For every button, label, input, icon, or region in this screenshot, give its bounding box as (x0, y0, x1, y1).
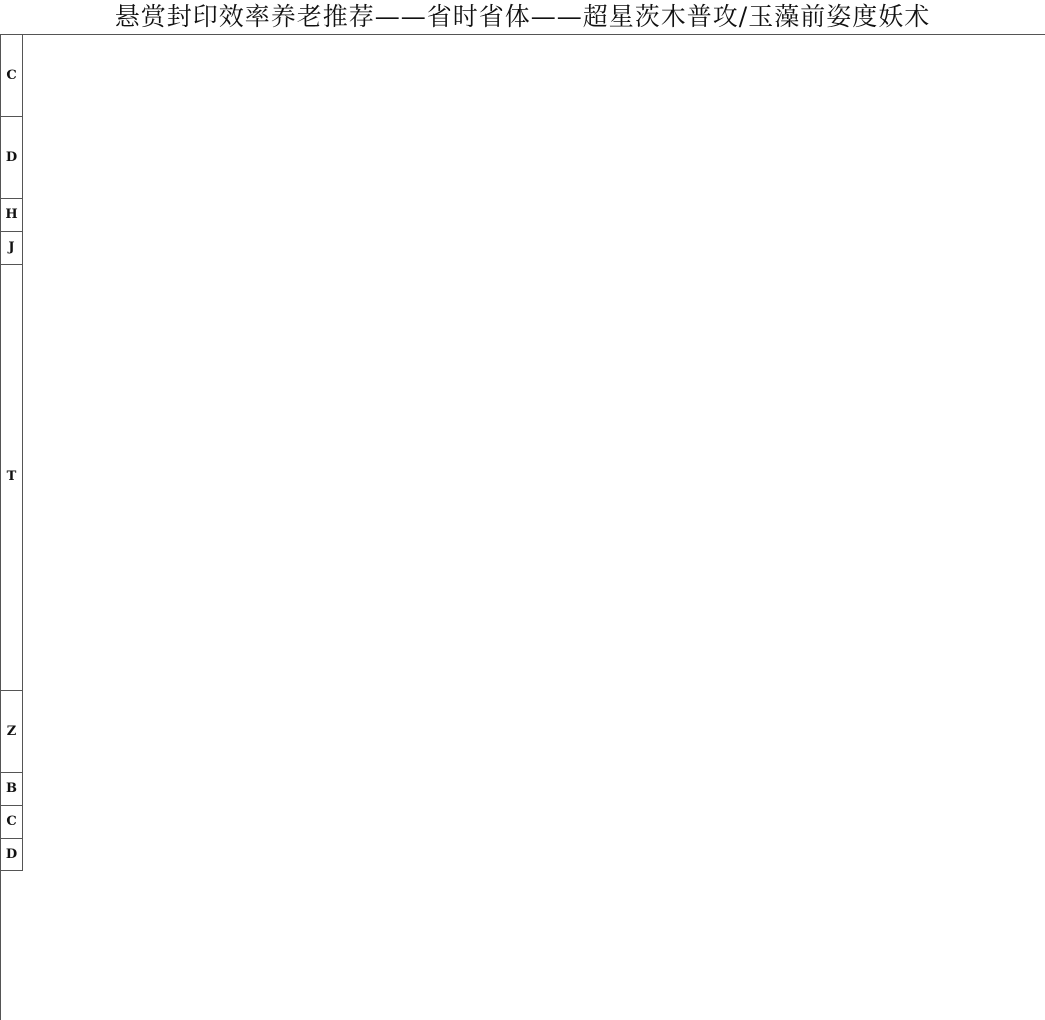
index-letter (1, 199, 23, 232)
index-letter-text: J (8, 239, 15, 255)
bounty-seal-table (0, 34, 1045, 1020)
index-letter-text: D (5, 149, 18, 165)
index-letter-text: T (6, 469, 17, 485)
index-letter-text: C (6, 67, 17, 83)
page-title: 悬赏封印效率养老推荐——省时省体——超星茨木普攻/玉藻前姿度妖术 (114, 2, 931, 31)
index-letter (1, 691, 23, 773)
index-letter (1, 265, 23, 691)
index-letter-text: D (5, 846, 18, 862)
index-letter (1, 117, 23, 199)
index-letter (1, 773, 23, 806)
index-letter-text: C (6, 813, 17, 829)
index-letter (1, 839, 23, 872)
index-letter-text: H (5, 207, 18, 223)
index-letter-text: B (6, 781, 17, 797)
index-letter (1, 35, 23, 117)
index-letter-text: Z (6, 723, 17, 739)
index-letter (1, 232, 23, 265)
index-letter (1, 806, 23, 839)
